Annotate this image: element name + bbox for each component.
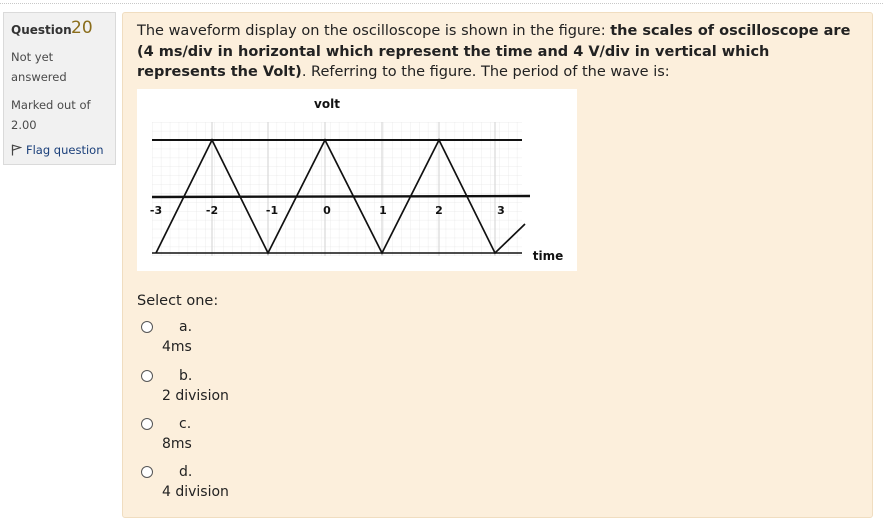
oscilloscope-waveform [137,89,577,271]
question-label: Question [11,23,72,37]
question-text-intro: The waveform display on the oscilloscope is shown in the figure: [137,23,611,39]
tick-label-1: 1 [379,204,387,217]
option-text-c: 8ms [162,436,192,452]
question-text-end: . Referring to the figure. The period of the wave is: [301,64,670,80]
question-info-panel [3,12,116,165]
option-letter-d: d. [179,464,193,480]
time-axis [152,196,530,197]
question-state: Not yet answered [11,50,67,84]
tick-label-neg3: -3 [149,204,163,217]
option-text-a: 4ms [162,339,192,355]
option-letter-c: c. [179,416,192,432]
option-text-b: 2 division [162,388,229,404]
radio-button-d[interactable] [141,466,153,478]
option-text-d: 4 division [162,484,229,500]
question-number: 20 [71,18,93,38]
radio-button-c[interactable] [141,418,153,430]
tick-label-2: 2 [435,204,443,217]
select-one-prompt: Select one: [137,293,219,309]
question-text-bold: the scales of oscilloscope are (4 ms/div in horizontal which represent the time and 4 V/div in vertical which represents the Volt) [137,23,851,80]
flag-question-label: Flag question [26,143,104,157]
top-dotted-divider [0,3,883,4]
radio-button-b[interactable] [141,370,153,382]
flag-question-link[interactable] [11,143,104,157]
radio-button-a[interactable] [141,321,153,333]
tick-label-neg1: -1 [265,204,279,217]
y-axis-label: volt [314,97,340,111]
tick-label-neg2: -2 [205,204,219,217]
oscilloscope-figure [137,89,577,271]
grid-area [149,122,522,256]
x-axis-label: time [532,249,564,263]
tick-label-0: 0 [323,204,331,217]
question-text [137,21,857,83]
option-letter-a: a. [179,319,193,335]
flag-icon [11,144,22,156]
option-letter-b: b. [179,368,193,384]
tick-label-3: 3 [497,204,505,217]
question-panel [122,12,873,518]
question-grade: Marked out of 2.00 [11,98,91,132]
